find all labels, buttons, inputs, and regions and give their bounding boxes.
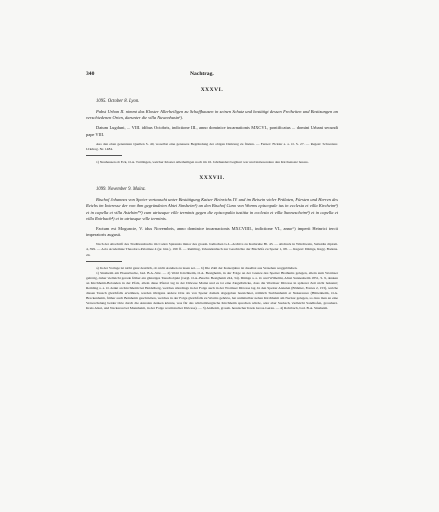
page-header: [86, 71, 338, 77]
document-summary: Pabst Urban II. nimmt das Kloster Allerheiligen zu Schaffhausen in seinen Schutz und bestätigt dessen Freiheiten und Besitzungen an verschiedenen Orten, darunter die villa Nuwenhusin¹).: [86, 109, 338, 121]
footnote-rule: [86, 155, 122, 156]
document-summary: Bischof Johannes von Speier vertauscht unter Bestätigung Kaiser Heinrichs IV. und im Beisein vieler Prälaten, Fürsten und Herren des Reichs im Interesse der von ihm gegründeten Abtei Sinsheim¹) an den Bischof Cuno von Worms episcopale ius in ecclesia et villa Kircheim²) et in capella et villa Astehim*²) cum utriusque ville terminis gegen die episcopalia iustitia in ecclesia et villa Sunnescheim³) et in capella et villa Roirbach⁴) et in utriusque ville terminis.: [86, 197, 338, 221]
document-37: [86, 175, 338, 311]
footnote: 1) Neuhausen ob Eck, O.A. Tuttlingen, welcher Kloster Allerheiligen noch im 16. Jahrhundert begütert war und insbesondere den Kirchensatz besass.: [96, 160, 309, 164]
page-number: 340: [86, 71, 95, 77]
section-gap: [86, 165, 338, 173]
footnote: 1) Sinsheim am Elsenzbache, bad. B.A.-Sitz. — 2) Wohl Kirchheim, O.A. Besigheim, in der Folge an der Grenze des Speirer Bisthums gelegen, allein zum Wormser gehörig, daher vielleicht gerade früher ein günstiges Tauschobjekt (vergl. O.A.-Beschr. Besigheim 244, 34). Dümge a. a. O. und Wilhelmi, Abtei Sunnesheim 1851, S. 9, denken an Kirchheim-Bolanden in der Pfalz, allein diese Pfarrei lag in der Diöcese Mainz und es ist eine Ziegelbrücke, dass die Wormser Diöcese in späterer Zeit nicht bekannt; Remling a. a. O. denkt an Kirchheim bei Heidelberg, welches allerdings in der Folge auch in der Wormser Diöcese lag. In den Speirer Annalen (Böhmer, Fontes 2, 153), welche diesen Tausch gleichfalls erwähnen, werden übrigens andere Orte als von Speier damals abgegeben bezeichnet, nämlich Stebbenheim et Nekerauwe (Hüttenheim, O.A. Brackenheim, früher auch Beinheim geschrieben, welches in der Folge gleichfalls zu Worms gehörte, hat unmittelbar neben Kirchheim am Neckar gelegen, so dass man an eine Verwechslung beider Orte durch die Annalen denken könnte, was für das württembergische Kirchheim sprechen würde, oder aber Sasbach, vielleicht Sandhofen, grossherz. Kreis Alzei, und Neckarau bei Mannheim, in der Folge wormsischer Diöcese). — 3) Anthoim, grossh. hessischer Kreis Gross-Gerau. — 4) Rohrbach, bad. B.A. Sinsheim.: [86, 270, 338, 311]
source-note: Aus den eben genannten Quellen S. 40, woselbst eine genauere Begründung der obigen Datirung zu finden. — Ferner: Fickler a. a. O. S. 27. — Regest: Schweizer. Urkdreg. Nr. 1484.: [86, 141, 338, 151]
footnote-rule: [86, 261, 122, 262]
document-number: XXXVI.: [200, 87, 224, 93]
document-text: Factum est Moguncie, V. idus Novembris, anno dominice incarnacionis MXCVIIII., indictione VI., anno^) imperii Heinrici tercii imperatoris augusti.: [86, 225, 338, 238]
running-title: Nachtrag.: [190, 71, 214, 77]
document-text: Datum Lugduni, ... VIII. idibus Octobris, indictione III., anno dominice incarnationis MXCVI., pontificatus ... domini Urbani secundi pape VIII.: [86, 125, 338, 137]
document-number: XXXVII.: [199, 175, 225, 182]
source-note: Nach der Abschrift des Traditionsbuchs im Codex Spirensis minor des grossh. badischen G.L.-Archivs zu Karlsruhe Bl. 43. — Abdruck in Würdtwein, Subsidia diplom. 4, 399. — Acta Academiae Theodoro-Palatinae 4 (pr. hist.), 199 ff. — Remling, Urkundenbuch zur Geschichte der Bischöfe zu Speier 1, 68. — Regest: Dümge, Regg. Badens. 24.: [86, 242, 338, 257]
document-dateline: 1099. November 9. Mainz.: [96, 187, 146, 193]
document-36: [86, 87, 338, 165]
textual-notes: a) In der Vorlage ist nicht ganz deutlich, ob nicht Astehen zu lesen sei. — b) Die Zahl der Kaiserjahre ist daselbst aus Versehen weggeblieben.: [96, 265, 298, 270]
document-dateline: 1095. October 8. Lyon.: [96, 99, 140, 104]
